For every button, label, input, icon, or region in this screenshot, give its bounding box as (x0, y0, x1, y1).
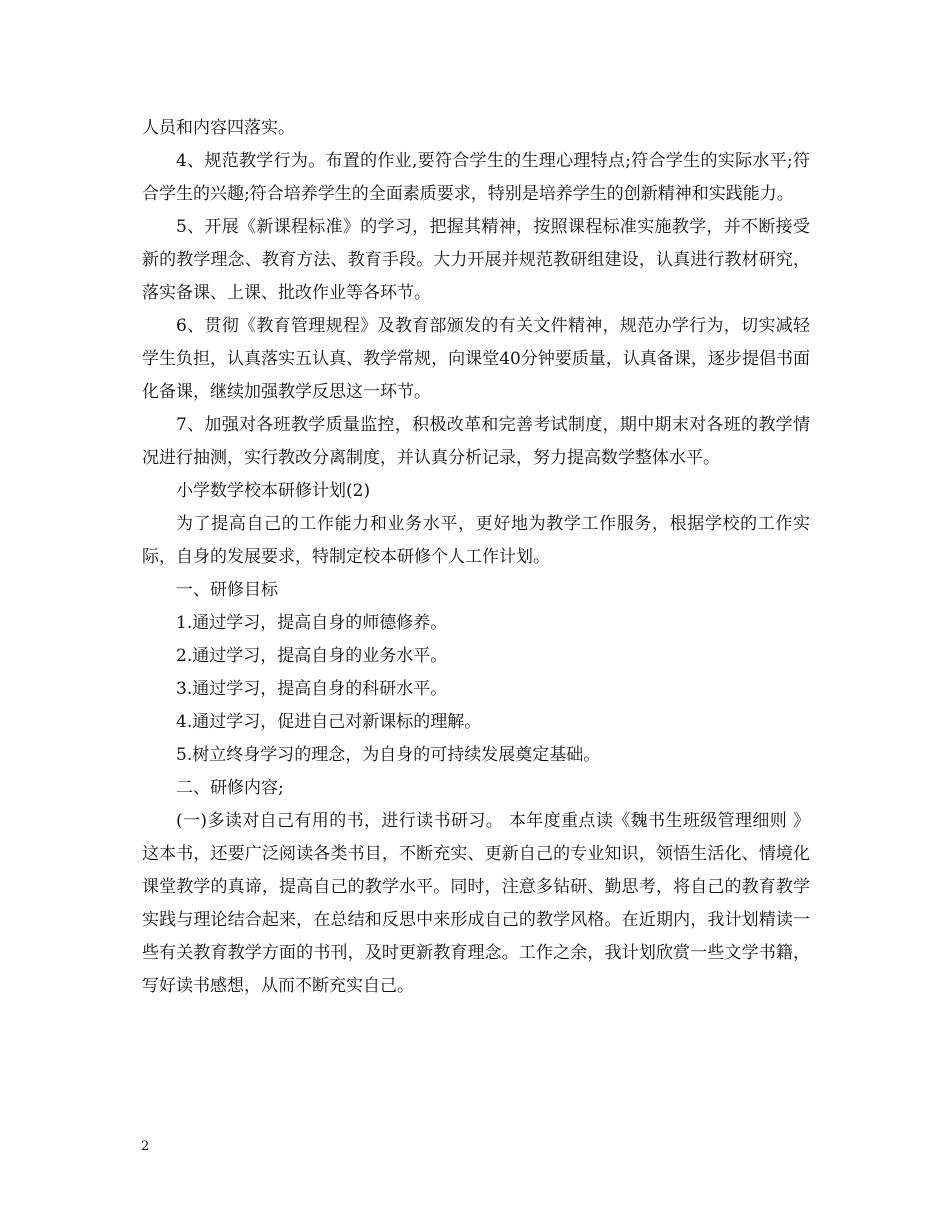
list-item: 1.通过学习，提高自身的师德修养。 (176, 613, 448, 633)
subsection-heading: 二、研修内容; (176, 778, 284, 798)
document-body (142, 112, 810, 1003)
page-number: 2 (141, 1139, 150, 1154)
paragraph: 为了提高自己的工作能力和业务水平，更好地为教学工作服务，根据学校的工作实际，自身的发展要求，特制定校本研修个人工作计划。 (142, 514, 810, 567)
paragraph: 7、加强对各班教学质量监控，积极改革和完善考试制度，期中期末对各班的教学情况进行抽测，实行教改分离制度，并认真分析记录，努力提高数学整体水平。 (142, 415, 810, 468)
list-item: 5.树立终身学习的理念，为自身的可持续发展奠定基础。 (176, 745, 601, 765)
section-heading: 小学数学校本研修计划(2) (176, 481, 371, 501)
list-item: 2.通过学习，提高自身的业务水平。 (176, 646, 448, 666)
list-item: 3.通过学习，提高自身的科研水平。 (176, 679, 448, 699)
paragraph: 5、开展《新课程标准》的学习，把握其精神，按照课程标准实施教学，并不断接受新的教学理念、教育方法、教育手段。大力开展并规范教研组建设，认真进行教材研究，落实备课、上课、批改作业等各环节。 (142, 217, 810, 303)
paragraph: 6、贯彻《教育管理规程》及教育部颁发的有关文件精神，规范办学行为，切实减轻学生负担，认真落实五认真、教学常规，向课堂40分钟要质量，认真备课，逐步提倡书面化备课，继续加强教学反思这一环节。 (142, 316, 810, 402)
subsection-heading: 一、研修目标 (176, 580, 278, 600)
list-item: 4.通过学习，促进自己对新课标的理解。 (176, 712, 482, 732)
paragraph: 人员和内容四落实。 (142, 118, 295, 138)
paragraph: (一)多读对自己有用的书，进行读书研习。 本年度重点读《魏书生班级管理细则 》这本书，还要广泛阅读各类书目，不断充实、更新自己的专业知识，领悟生活化、情境化课堂教学的真谛，提高自己的教学水平。同时，注意多钻研、勤思考，将自己的教育教学实践与理论结合起来，在总结和反思中来形成自己的教学风格。在近期内，我计划精读一些有关教育教学方面的书刊，及时更新教育理念。工作之余，我计划欣赏一些文学书籍，写好读书感想，从而不断充实自己。 (142, 811, 810, 996)
paragraph: 4、规范教学行为。布置的作业,要符合学生的生理心理特点;符合学生的实际水平;符合学生的兴趣;符合培养学生的全面素质要求，特别是培养学生的创新精神和实践能力。 (142, 151, 810, 204)
